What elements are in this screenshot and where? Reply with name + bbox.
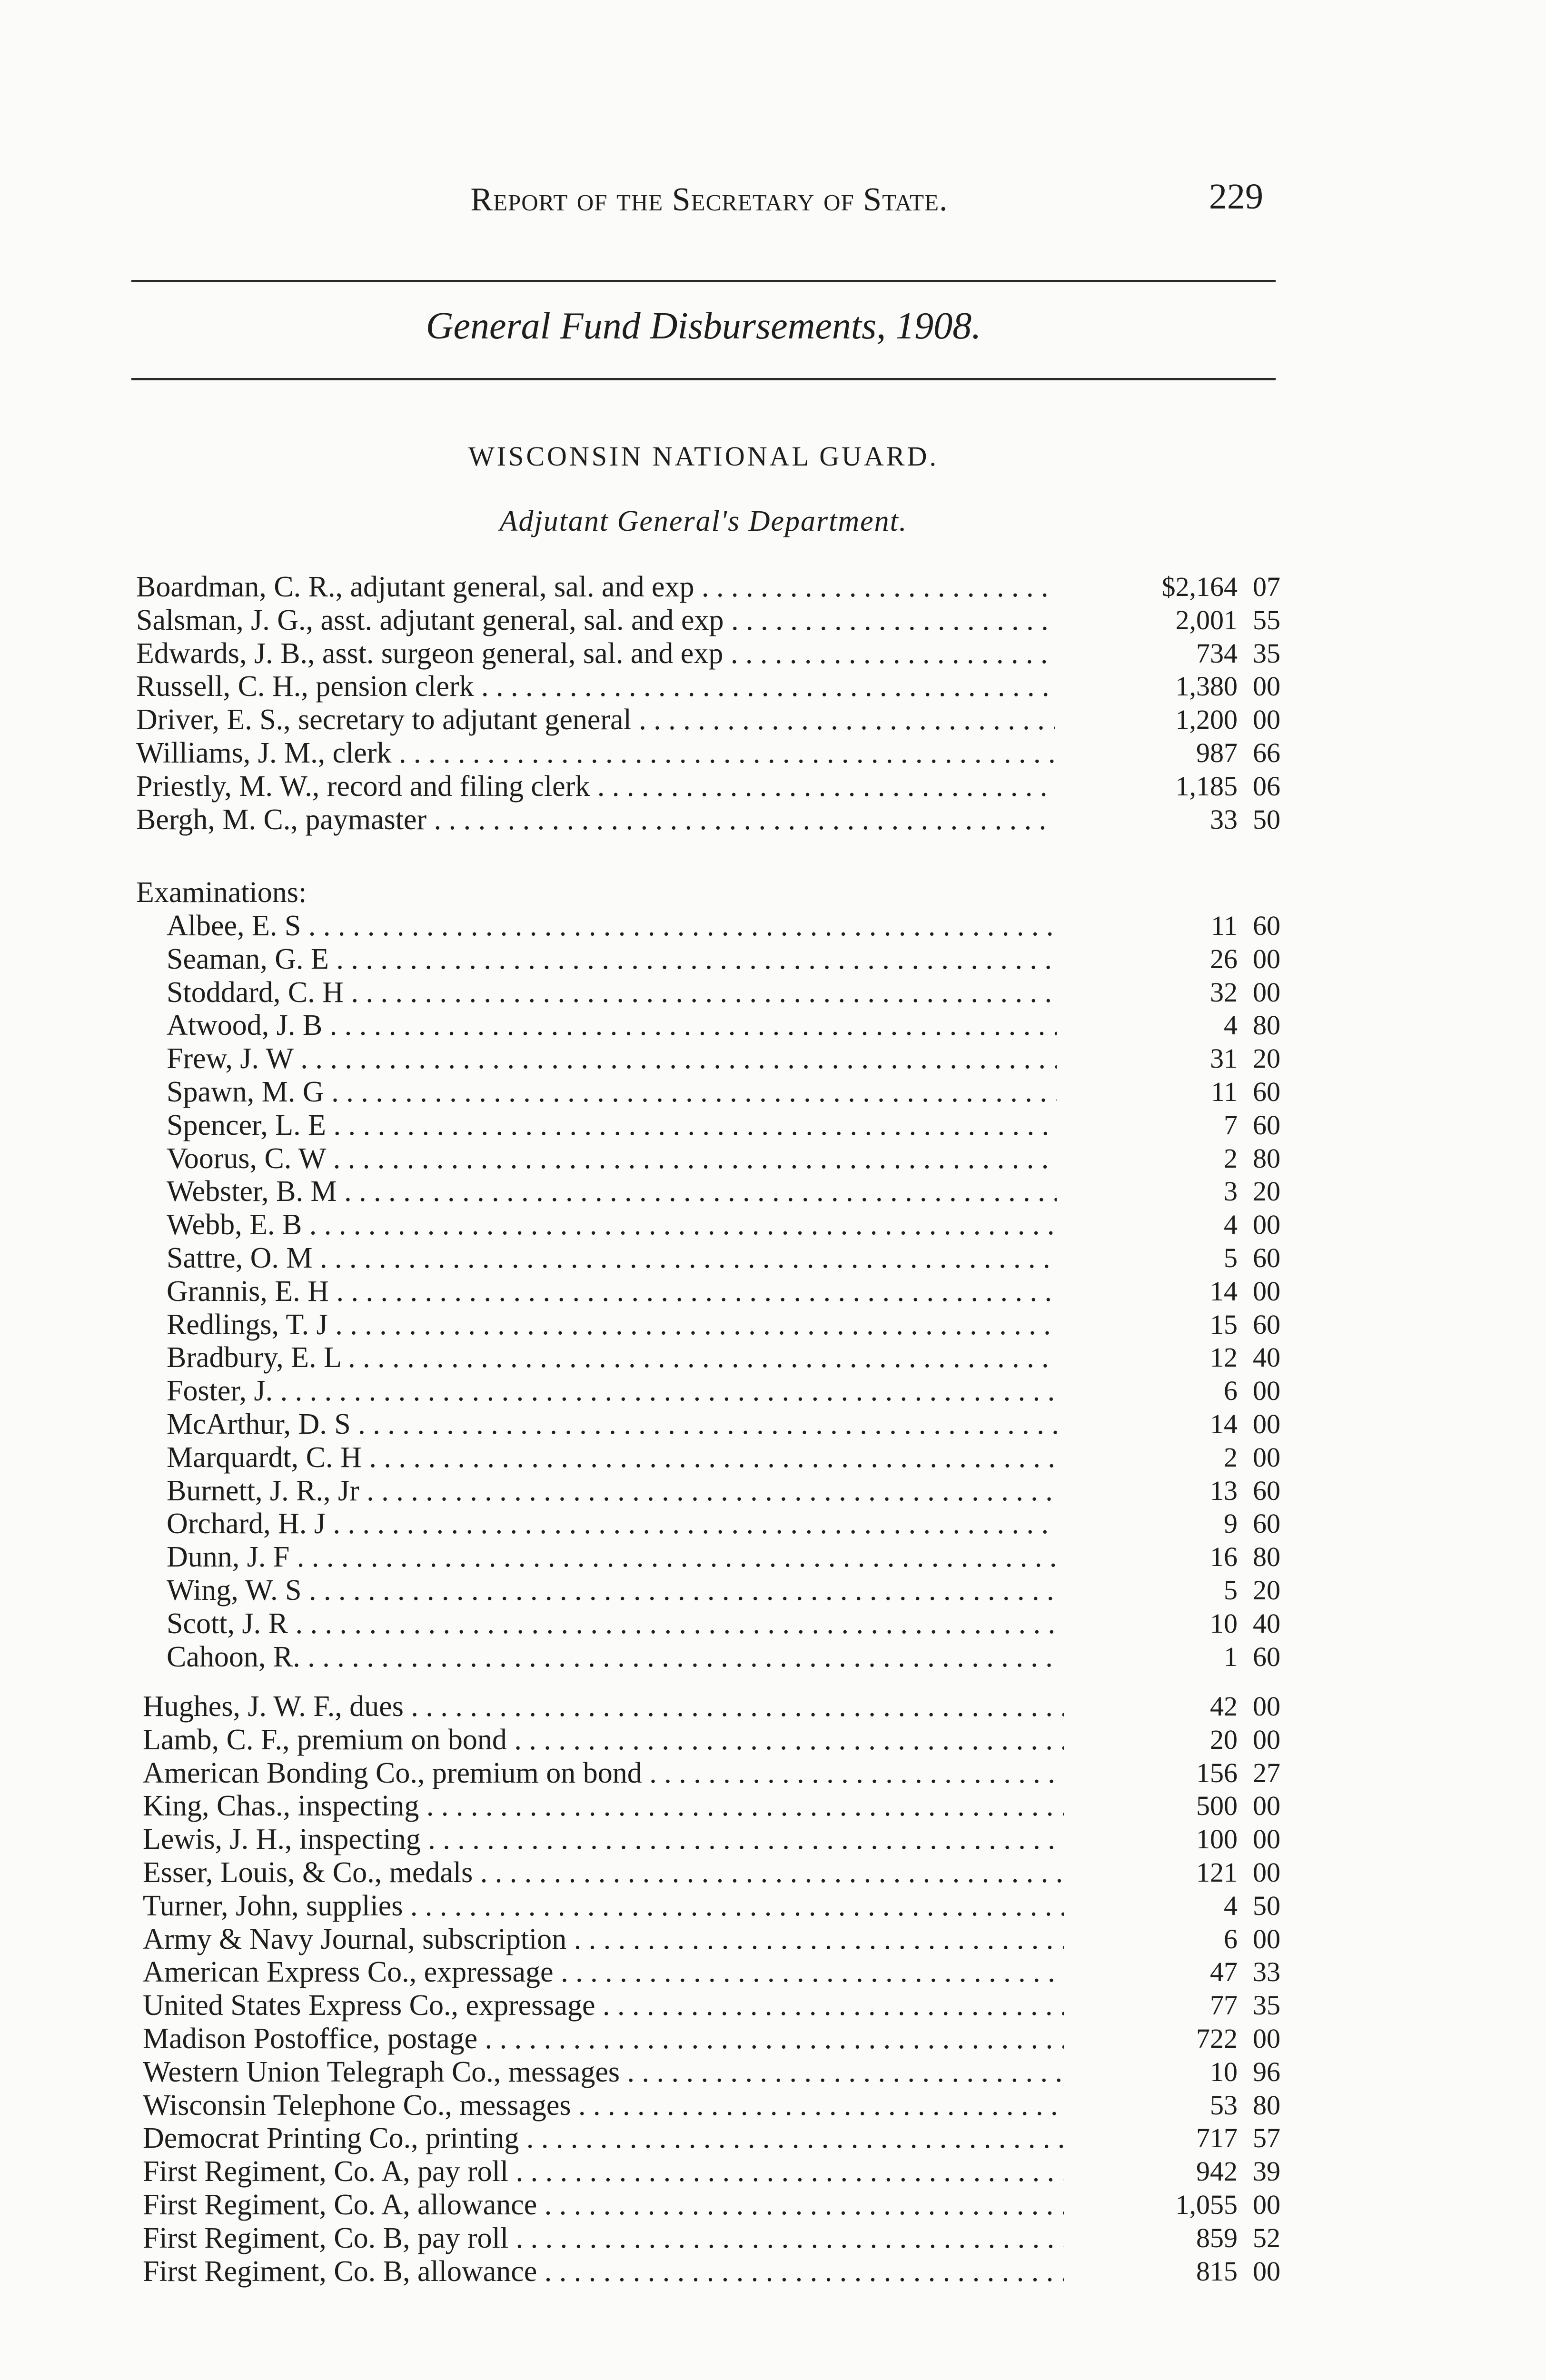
payee-name: Bergh, M. C., paymaster . . . (136, 803, 1055, 836)
payee-name: Edwards, J. B., asst. surgeon general, sal. and exp . . . (136, 637, 1055, 670)
bottom-rule (131, 378, 1276, 380)
amount-dollars: 11 (1211, 910, 1238, 941)
ledger-row (143, 1955, 1064, 1989)
payee-name: Wisconsin Telephone Co., messages . . . (143, 2089, 1064, 2122)
ledger-row (167, 1574, 1057, 1607)
amount-dollars: 722 (1196, 2023, 1238, 2054)
payment-amount (1100, 570, 1280, 604)
amount-cents: 35 (1253, 1990, 1280, 2021)
payee-name: Bradbury, E. L . . . (167, 1341, 1057, 1374)
ledger-row (167, 1474, 1057, 1507)
ledger-row (167, 1374, 1057, 1408)
ledger-row (143, 1823, 1064, 1856)
payment-amount (1100, 1341, 1280, 1374)
amount-dollars: 6 (1224, 1923, 1238, 1954)
amount-cents: 60 (1253, 1475, 1280, 1506)
amount-dollars: 10 (1210, 1607, 1238, 1639)
ledger-row (136, 604, 1055, 637)
amount-cents: 80 (1253, 1541, 1280, 1573)
amount-cents: 00 (1253, 1923, 1280, 1954)
amount-dollars: 1,185 (1175, 770, 1238, 802)
payee-name: Democrat Printing Co., printing . . . (143, 2122, 1064, 2155)
amount-dollars: 2 (1224, 1441, 1238, 1473)
payee-name: Stoddard, C. H . . . (167, 976, 1057, 1009)
amount-cents: 07 (1253, 571, 1280, 602)
amount-cents: 00 (1253, 1724, 1280, 1755)
payee-name: Seaman, G. E . . . (167, 942, 1057, 976)
amount-dollars: 12 (1210, 1342, 1238, 1373)
amount-dollars: 47 (1210, 1956, 1238, 1988)
amount-dollars: 4 (1224, 1010, 1238, 1041)
payment-amount (1100, 1009, 1280, 1042)
payee-name: Grannis, E. H . . . (167, 1275, 1057, 1308)
ledger-row (143, 1789, 1064, 1823)
ledger-row (167, 1208, 1057, 1241)
payment-amount (1100, 2221, 1280, 2255)
amount-dollars: 53 (1210, 2089, 1238, 2121)
ledger-row (143, 2188, 1064, 2221)
amount-cents: 80 (1253, 1010, 1280, 1041)
ledger-row (136, 670, 1055, 703)
amount-cents: 00 (1253, 976, 1280, 1008)
payment-amount (1100, 803, 1280, 836)
amount-cents: 80 (1253, 2089, 1280, 2121)
payment-amount (1100, 703, 1280, 736)
payee-name: Scott, J. R . . . (167, 1607, 1057, 1640)
payment-amount (1100, 1574, 1280, 1607)
payee-name: Driver, E. S., secretary to adjutant general . . . (136, 703, 1055, 736)
amount-dollars: 15 (1210, 1309, 1238, 1340)
amount-cents: 00 (1253, 1209, 1280, 1240)
amount-cents: 27 (1253, 1757, 1280, 1788)
amount-dollars: 20 (1210, 1724, 1238, 1755)
ledger-row (167, 1241, 1057, 1275)
payee-name: Burnett, J. R., Jr . . . (167, 1474, 1057, 1507)
payee-name: Lamb, C. F., premium on bond . . . (143, 1723, 1064, 1756)
payment-amount (1100, 637, 1280, 670)
amount-cents: 40 (1253, 1342, 1280, 1373)
amount-cents: 00 (1253, 1691, 1280, 1722)
payee-name: Frew, J. W . . . (167, 1042, 1057, 1075)
amount-cents: 55 (1253, 604, 1280, 635)
payment-amount (1100, 1889, 1280, 1923)
payment-amount (1100, 1507, 1280, 1540)
amount-cents: 33 (1253, 1956, 1280, 1988)
top-rule (131, 280, 1276, 282)
amount-cents: 35 (1253, 637, 1280, 669)
amount-cents: 00 (1253, 1824, 1280, 1855)
amount-dollars: 9 (1224, 1508, 1238, 1539)
payment-amount (1100, 670, 1280, 703)
payee-name: Madison Postoffice, postage . . . (143, 2022, 1064, 2055)
amount-cents: 00 (1253, 1441, 1280, 1473)
amount-dollars: 3 (1224, 1176, 1238, 1207)
amount-dollars: 31 (1210, 1043, 1238, 1074)
ledger-row (143, 1889, 1064, 1923)
payee-name: Redlings, T. J . . . (167, 1308, 1057, 1341)
ledger-row (143, 1923, 1064, 1956)
amount-dollars: 1,055 (1175, 2189, 1238, 2220)
amount-cents: 00 (1253, 704, 1280, 735)
payment-amount (1100, 2188, 1280, 2221)
payee-name: Spawn, M. G . . . (167, 1075, 1057, 1109)
ledger-row (143, 2255, 1064, 2288)
payee-name: Dunn, J. F . . . (167, 1540, 1057, 1574)
payment-amount (1100, 1208, 1280, 1241)
payment-amount (1100, 1540, 1280, 1574)
ledger-row (136, 803, 1055, 836)
amount-dollars: 33 (1210, 803, 1238, 835)
payment-amount (1100, 1690, 1280, 1723)
ledger-row (167, 909, 1057, 942)
amount-cents: 40 (1253, 1607, 1280, 1639)
payment-amount (1100, 1109, 1280, 1142)
ledger-row (167, 942, 1057, 976)
amount-cents: 00 (1253, 1790, 1280, 1822)
payment-amount (1100, 2122, 1280, 2155)
amount-cents: 60 (1253, 910, 1280, 941)
amount-dollars: 121 (1196, 1857, 1238, 1888)
payee-name: Albee, E. S . . . (167, 909, 1057, 942)
payee-name: Hughes, J. W. F., dues . . . (143, 1690, 1064, 1723)
running-title: Report of the Secretary of State. (470, 181, 948, 218)
payment-amount (1100, 2089, 1280, 2122)
payment-amount (1100, 736, 1280, 770)
ledger-row (167, 1009, 1057, 1042)
ledger-row (167, 1109, 1057, 1142)
amount-dollars: 4 (1224, 1890, 1238, 1921)
amount-cents: 50 (1253, 803, 1280, 835)
amount-dollars: $2,164 (1161, 571, 1238, 602)
amount-cents: 60 (1253, 1641, 1280, 1672)
payee-name: Sattre, O. M . . . (167, 1241, 1057, 1275)
amount-dollars: 5 (1224, 1575, 1238, 1606)
payee-name: First Regiment, Co. A, allowance . . . (143, 2188, 1064, 2221)
section-heading: WISCONSIN NATIONAL GUARD. (468, 441, 939, 472)
payment-amount (1100, 1308, 1280, 1341)
payment-amount (1100, 1756, 1280, 1790)
ledger-row (136, 770, 1055, 803)
amount-dollars: 987 (1196, 737, 1238, 768)
payment-amount (1100, 1989, 1280, 2022)
payment-amount (1100, 909, 1280, 942)
amount-cents: 20 (1253, 1043, 1280, 1074)
ledger-row (167, 1341, 1057, 1374)
amount-dollars: 1,380 (1175, 671, 1238, 702)
payee-name: Orchard, H. J . . . (167, 1507, 1057, 1540)
amount-dollars: 942 (1196, 2156, 1238, 2187)
payment-amount (1100, 2255, 1280, 2288)
amount-dollars: 77 (1210, 1990, 1238, 2021)
amount-cents: 60 (1253, 1076, 1280, 1107)
amount-dollars: 11 (1211, 1076, 1238, 1107)
payee-name: First Regiment, Co. B, pay roll . . . (143, 2221, 1064, 2255)
amount-cents: 00 (1253, 1375, 1280, 1407)
payee-name: American Express Co., expressage . . . (143, 1955, 1064, 1989)
ledger-row (143, 2055, 1064, 2089)
ledger-row (167, 1640, 1057, 1674)
payment-amount (1100, 1042, 1280, 1075)
payment-amount (1100, 1075, 1280, 1109)
amount-cents: 00 (1253, 1857, 1280, 1888)
amount-cents: 20 (1253, 1176, 1280, 1207)
payee-name: Western Union Telegraph Co., messages . . . (143, 2055, 1064, 2089)
payment-amount (1100, 1275, 1280, 1308)
amount-dollars: 4 (1224, 1209, 1238, 1240)
payee-name: First Regiment, Co. B, allowance . . . (143, 2255, 1064, 2288)
ledger-row (136, 736, 1055, 770)
amount-dollars: 859 (1196, 2222, 1238, 2253)
amount-cents: 00 (1253, 1408, 1280, 1439)
payee-name: Turner, John, supplies . . . (143, 1889, 1064, 1923)
payment-amount (1100, 604, 1280, 637)
payee-name: Williams, J. M., clerk . . . (136, 736, 1055, 770)
payment-amount (1100, 942, 1280, 976)
amount-cents: 60 (1253, 1242, 1280, 1273)
payment-amount (1100, 1241, 1280, 1275)
ledger-row (143, 2089, 1064, 2122)
payment-amount (1100, 2055, 1280, 2089)
subsection-heading: Adjutant General's Department. (499, 505, 908, 537)
amount-dollars: 6 (1224, 1375, 1238, 1407)
payee-name: Foster, J. . . . (167, 1374, 1057, 1408)
amount-dollars: 1,200 (1175, 704, 1238, 735)
payment-amount (1100, 2155, 1280, 2188)
ledger-row (167, 976, 1057, 1009)
ledger-row (167, 1275, 1057, 1308)
amount-dollars: 1 (1224, 1641, 1238, 1672)
amount-cents: 00 (1253, 943, 1280, 974)
payee-name: Army & Navy Journal, subscription . . . (143, 1923, 1064, 1956)
amount-dollars: 156 (1196, 1757, 1238, 1788)
payee-name: Esser, Louis, & Co., medals . . . (143, 1856, 1064, 1889)
payee-name: Wing, W. S . . . (167, 1574, 1057, 1607)
ledger-row (167, 1075, 1057, 1109)
ledger-row (143, 1723, 1064, 1756)
payee-name: Cahoon, R. . . . (167, 1640, 1057, 1674)
payment-amount (1100, 1607, 1280, 1640)
ledger-row (167, 1042, 1057, 1075)
ledger-row (136, 570, 1055, 604)
amount-cents: 00 (1253, 2255, 1280, 2287)
amount-cents: 52 (1253, 2222, 1280, 2253)
ledger-row (143, 2122, 1064, 2155)
payment-amount (1100, 1441, 1280, 1474)
amount-cents: 66 (1253, 737, 1280, 768)
payee-name: Priestly, M. W., record and filing clerk . . . (136, 770, 1055, 803)
payment-amount (1100, 1823, 1280, 1856)
amount-dollars: 500 (1196, 1790, 1238, 1822)
amount-dollars: 16 (1210, 1541, 1238, 1573)
payee-name: Atwood, J. B . . . (167, 1009, 1057, 1042)
payee-name: McArthur, D. S . . . (167, 1408, 1057, 1441)
ledger-row (143, 1856, 1064, 1889)
fund-title: General Fund Disbursements, 1908. (426, 305, 981, 347)
amount-cents: 00 (1253, 1275, 1280, 1307)
payment-amount (1100, 1175, 1280, 1208)
amount-dollars: 2 (1224, 1142, 1238, 1174)
payment-amount (1100, 1789, 1280, 1823)
amount-dollars: 2,001 (1175, 604, 1238, 635)
ledger-row (167, 1507, 1057, 1540)
ledger-row (143, 1756, 1064, 1790)
ledger-row (143, 2221, 1064, 2255)
ledger-row (143, 2022, 1064, 2055)
amount-cents: 00 (1253, 2023, 1280, 2054)
ledger-row (167, 1607, 1057, 1640)
amount-dollars: 32 (1210, 976, 1238, 1008)
amount-cents: 60 (1253, 1508, 1280, 1539)
amount-cents: 20 (1253, 1575, 1280, 1606)
payment-amount (1100, 1723, 1280, 1756)
payee-name: First Regiment, Co. A, pay roll . . . (143, 2155, 1064, 2188)
payee-name: American Bonding Co., premium on bond . . . (143, 1756, 1064, 1790)
amount-dollars: 717 (1196, 2122, 1238, 2154)
payee-name: King, Chas., inspecting . . . (143, 1789, 1064, 1823)
amount-dollars: 26 (1210, 943, 1238, 974)
payee-name: Salsman, J. G., asst. adjutant general, sal. and exp . . . (136, 604, 1055, 637)
payment-amount (1100, 1474, 1280, 1507)
payment-amount (1100, 1923, 1280, 1956)
payee-name: Lewis, J. H., inspecting . . . (143, 1823, 1064, 1856)
amount-cents: 60 (1253, 1109, 1280, 1140)
payment-amount (1100, 976, 1280, 1009)
amount-cents: 50 (1253, 1890, 1280, 1921)
payment-amount (1100, 1856, 1280, 1889)
payee-name: Webster, B. M . . . (167, 1175, 1057, 1208)
ledger-row (167, 1142, 1057, 1175)
amount-dollars: 100 (1196, 1824, 1238, 1855)
amount-dollars: 10 (1210, 2056, 1238, 2087)
ledger-row (167, 1540, 1057, 1574)
amount-cents: 39 (1253, 2156, 1280, 2187)
amount-cents: 60 (1253, 1309, 1280, 1340)
ledger-row (143, 1690, 1064, 1723)
ledger-row (167, 1308, 1057, 1341)
payment-amount (1100, 2022, 1280, 2055)
amount-cents: 57 (1253, 2122, 1280, 2154)
payment-amount (1100, 1640, 1280, 1674)
payee-name: Webb, E. B . . . (167, 1208, 1057, 1241)
ledger-row (136, 703, 1055, 736)
page-number: 229 (1209, 177, 1263, 217)
amount-dollars: 815 (1196, 2255, 1238, 2287)
amount-cents: 06 (1253, 770, 1280, 802)
ledger-row (143, 1989, 1064, 2022)
amount-dollars: 14 (1210, 1275, 1238, 1307)
examinations-label: Examinations: (136, 876, 307, 909)
amount-cents: 00 (1253, 671, 1280, 702)
amount-dollars: 14 (1210, 1408, 1238, 1439)
amount-cents: 96 (1253, 2056, 1280, 2087)
amount-cents: 00 (1253, 2189, 1280, 2220)
payment-amount (1100, 1142, 1280, 1175)
ledger-row (136, 637, 1055, 670)
ledger-row (167, 1175, 1057, 1208)
amount-dollars: 734 (1196, 637, 1238, 669)
ledger-row (167, 1441, 1057, 1474)
running-head (376, 181, 1042, 219)
payment-amount (1100, 1955, 1280, 1989)
payee-name: Boardman, C. R., adjutant general, sal. and exp . . . (136, 570, 1055, 604)
ledger-row (143, 2155, 1064, 2188)
payment-amount (1100, 770, 1280, 803)
payee-name: Voorus, C. W . . . (167, 1142, 1057, 1175)
payee-name: Russell, C. H., pension clerk . . . (136, 670, 1055, 703)
amount-cents: 80 (1253, 1142, 1280, 1174)
payment-amount (1100, 1408, 1280, 1441)
amount-dollars: 5 (1224, 1242, 1238, 1273)
amount-dollars: 13 (1210, 1475, 1238, 1506)
amount-dollars: 7 (1224, 1109, 1238, 1140)
payee-name: Spencer, L. E . . . (167, 1109, 1057, 1142)
amount-dollars: 42 (1210, 1691, 1238, 1722)
payment-amount (1100, 1374, 1280, 1408)
payee-name: Marquardt, C. H . . . (167, 1441, 1057, 1474)
ledger-row (167, 1408, 1057, 1441)
payee-name: United States Express Co., expressage . . . (143, 1989, 1064, 2022)
